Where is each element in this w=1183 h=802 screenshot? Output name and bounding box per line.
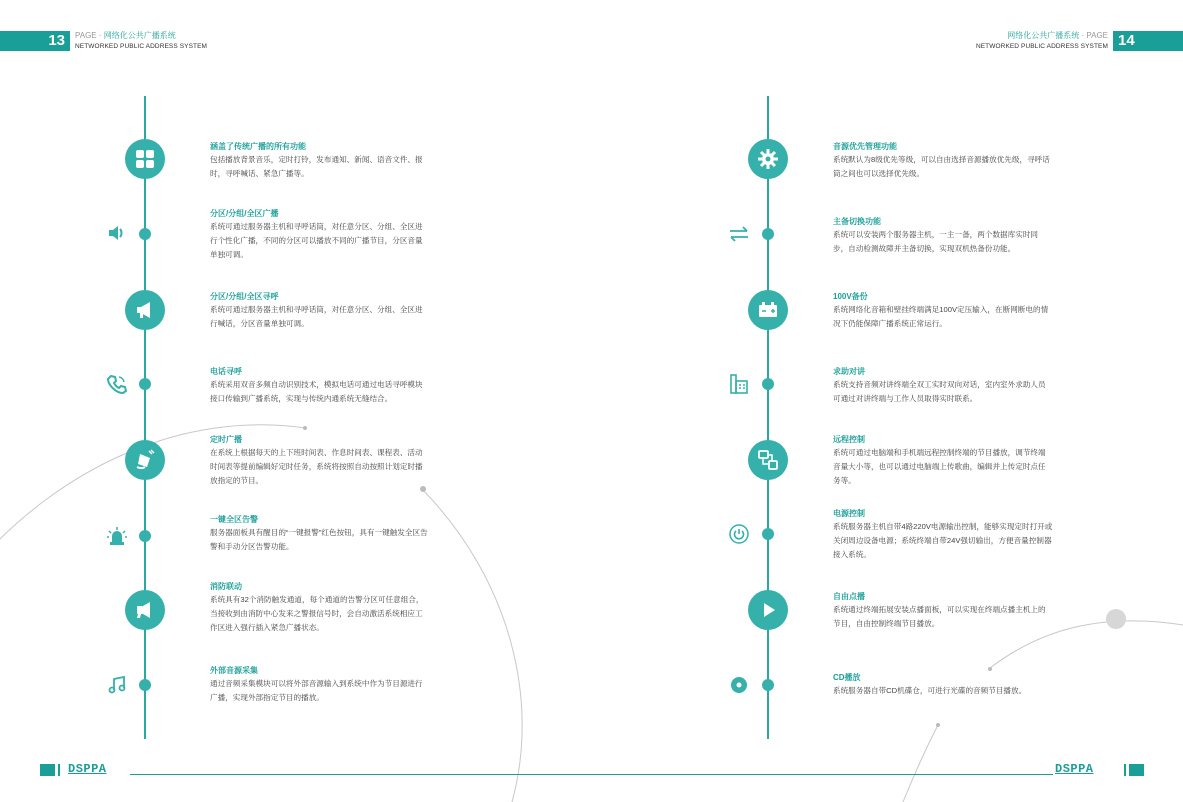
feature-item: [210, 580, 430, 635]
feature-desc: 系统网络化音箱和壁挂终端满足100V定压输入，在断网断电的情况下仍能保障广播系统正常运行。: [833, 305, 1049, 328]
music-note-icon: [105, 673, 129, 697]
feature-title: 涵盖了传统广播的所有功能: [210, 142, 306, 151]
dsppa-logo-left: DSPPA: [68, 762, 107, 776]
feature-title: 远程控制: [833, 435, 865, 444]
timeline-right: [767, 96, 769, 739]
page-number-left: 13: [0, 31, 70, 51]
feature-title: 一键全区告警: [210, 515, 258, 524]
header-right: [976, 30, 1108, 52]
footer-divider: [130, 774, 1053, 775]
intercom-icon: [727, 372, 751, 396]
feature-title: 分区/分组/全区广播: [210, 209, 279, 218]
feature-desc: 系统服务器自带CD机碟仓，可进行光碟的音频节目播放。: [833, 686, 1027, 695]
feature-item: [833, 433, 1053, 488]
gear-icon: [748, 139, 788, 179]
feature-title: 自由点播: [833, 592, 865, 601]
feature-desc: 系统可通过服务器主机和寻呼话筒，对任意分区、分组、全区进行个性化广播，不同的分区可以播放不同的广播节目，分区音量单独可调。: [210, 222, 423, 259]
remote-control-icon: [748, 440, 788, 480]
fire-horn-icon: [125, 590, 165, 630]
feature-title: 100V备份: [833, 292, 868, 301]
dsppa-logo-right: DSPPA: [1055, 762, 1094, 776]
feature-item: [833, 215, 1053, 256]
feature-desc: 系统具有32个消防触发通道，每个通道的告警分区可任意组合，当接收到由消防中心发来之警报信号时，会自动激活系统相应工作区进入强行插入紧急广播状态。: [210, 595, 424, 632]
phone-icon: [105, 372, 129, 396]
header-subtitle: NETWORKED PUBLIC ADDRESS SYSTEM: [975, 43, 1108, 50]
feature-title: 主备切换功能: [833, 217, 881, 226]
timeline-dot: [762, 528, 774, 540]
header-page-label: PAGE: [1086, 31, 1108, 40]
feature-desc: 在系统上根据每天的上下班时间表、作息时间表、课程表、活动时间表等提前编辑好定时任务，系统将按照自动按照计划定时播放指定的节目。: [210, 448, 423, 485]
timeline-left: [144, 96, 146, 739]
header-sep: ·: [98, 31, 102, 40]
feature-item: [210, 433, 430, 488]
feature-desc: 系统服务器主机自带4路220V电源输出控制，能够实现定时打开或关闭周边设备电源；系统终端自带24V强切输出，方便音量控制器接入系统。: [833, 522, 1053, 559]
feature-item: [210, 365, 430, 406]
feature-title: 定时广播: [210, 435, 242, 444]
feature-item: [833, 140, 1053, 181]
feature-title: 电源控制: [833, 509, 865, 518]
feature-desc: 系统默认为8级优先等级，可以自由选择音源播放优先级，寻呼话筒之间也可以选择优先级。: [833, 155, 1050, 178]
battery-icon: [748, 290, 788, 330]
footer-block-right: [1129, 764, 1144, 776]
timeline-dot: [139, 530, 151, 542]
feature-item: [210, 664, 430, 705]
feature-item: [833, 671, 1053, 698]
feature-title: 消防联动: [210, 582, 242, 591]
feature-title: 电话寻呼: [210, 367, 242, 376]
feature-desc: 通过音频采集模块可以将外部音源输入到系统中作为节目源进行广播，实现外部指定节目的播放。: [210, 679, 423, 702]
header-subtitle: NETWORKED PUBLIC ADDRESS SYSTEM: [75, 43, 208, 50]
play-icon: [748, 590, 788, 630]
timeline-dot: [139, 228, 151, 240]
speaker-icon: [105, 221, 129, 245]
feature-item: [833, 507, 1053, 562]
header-title: 网络化公共广播系统: [103, 31, 176, 40]
feature-desc: 系统可以安装两个服务器主机，一主一备，两个数据库实时同步，自动检测故障并主备切换，实现双机热备份功能。: [833, 230, 1039, 253]
feature-title: CD播放: [833, 673, 861, 682]
grid-icon: [125, 139, 165, 179]
alarm-light-icon: [105, 524, 129, 548]
feature-item: [210, 290, 430, 331]
timeline-dot: [139, 378, 151, 390]
feature-title: 求助对讲: [833, 367, 865, 376]
feature-item: [833, 290, 1053, 331]
timeline-dot: [762, 228, 774, 240]
feature-desc: 系统支持音频对讲终端全双工实时双向对话，室内室外求助人员可通过对讲终端与工作人员取得实时联系。: [833, 380, 1046, 403]
feature-item: [833, 365, 1053, 406]
bell-icon: [125, 440, 165, 480]
footer-bar-right: [1124, 764, 1126, 776]
feature-item: [210, 513, 430, 554]
feature-title: 分区/分组/全区寻呼: [210, 292, 279, 301]
power-icon: [727, 522, 751, 546]
header-title: 网络化公共广播系统: [1007, 31, 1080, 40]
feature-desc: 系统可通过服务器主机和寻呼话筒，对任意分区、分组、全区进行喊话，分区音量单独可调。: [210, 305, 423, 328]
feature-item: [210, 207, 430, 262]
footer-bar-left: [58, 764, 60, 776]
timeline-dot: [139, 679, 151, 691]
timeline-dot: [762, 679, 774, 691]
feature-desc: 系统可通过电脑端和手机端远程控制终端的节目播放，调节终端音量大小等，也可以通过电脑端上传歌曲，编辑并上传定时点任务等。: [833, 448, 1046, 485]
swap-arrows-icon: [727, 222, 751, 246]
disc-icon: [727, 673, 751, 697]
header-left: [75, 30, 207, 52]
megaphone-icon: [125, 290, 165, 330]
feature-desc: 系统采用双音多频自动识别技术，模拟电话可通过电话寻呼模块接口传输到广播系统，实现与传统内通系统无缝结合。: [210, 380, 423, 403]
feature-title: 外部音源采集: [210, 666, 258, 675]
feature-item: [210, 140, 430, 181]
feature-desc: 包括播放背景音乐，定时打铃，发布通知、新闻、语音文件、报时，寻呼喊话、紧急广播等。: [210, 155, 423, 178]
feature-desc: 系统通过终端拓展安装点播面板，可以实现在终端点播主机上的节目，自由控制终端节目播放。: [833, 605, 1046, 628]
header-sep: ·: [1081, 31, 1085, 40]
feature-item: [833, 590, 1053, 631]
header-page-label: PAGE: [75, 31, 97, 40]
feature-desc: 服务器面板具有醒目的“一键报警”红色按钮，具有一键触发全区告警和手动分区告警功能。: [210, 528, 428, 551]
timeline-dot: [762, 378, 774, 390]
page-number-right: 14: [1113, 31, 1183, 51]
footer-block-left: [40, 764, 55, 776]
feature-title: 音源优先管理功能: [833, 142, 897, 151]
